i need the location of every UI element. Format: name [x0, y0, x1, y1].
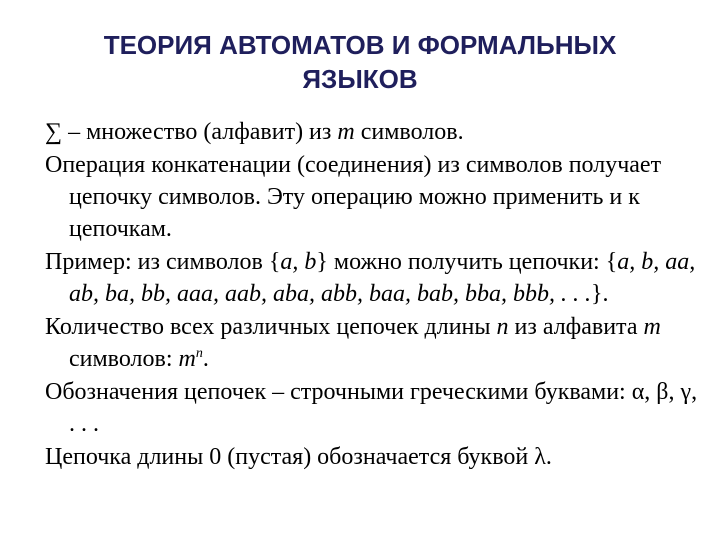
- paragraph-notation: [45, 376, 705, 440]
- paragraph-text: символов:: [69, 346, 179, 372]
- math-var-m: m: [643, 314, 661, 340]
- slide-title: [20, 28, 700, 96]
- paragraph-text: Количество всех различных цепочек длины: [45, 314, 497, 340]
- paragraph-text: Цепочка длины 0 (пустая) обозначается буквой: [45, 444, 535, 470]
- paragraph-text: Обозначения цепочек – строчными греческими буквами:: [45, 379, 632, 405]
- math-var-n: n: [496, 314, 509, 340]
- paragraph-text: Пример: из символов {: [45, 249, 281, 275]
- paragraph-text: – множество (алфавит) из: [62, 119, 338, 145]
- slide-title-line-2: ЯЗЫКОВ: [302, 64, 418, 94]
- paragraph-text: из алфавита: [508, 314, 644, 340]
- symbol-set: a, b: [280, 249, 317, 275]
- lambda-symbol: λ: [534, 444, 546, 470]
- greek-letters: α, β, γ, . . .: [69, 379, 698, 437]
- power-base: m: [178, 346, 196, 372]
- paragraph-text: } можно получить цепочки: {: [316, 249, 618, 275]
- power-exponent: n: [195, 346, 203, 361]
- paragraph-count: [45, 311, 705, 375]
- paragraph-text: .: [545, 444, 552, 470]
- string-set: a, b, aa, ab, ba, bb, aaa, aab, aba, abb, baa, bab, bba, bbb, . . .: [69, 249, 696, 307]
- paragraph-alphabet: [45, 116, 705, 148]
- paragraph-text: .: [202, 346, 209, 372]
- sigma-symbol: ∑: [45, 119, 63, 145]
- math-var-m: m: [337, 119, 355, 145]
- paragraph-text: }.: [591, 281, 609, 307]
- paragraph-example: [45, 246, 705, 310]
- paragraph-empty-string: [45, 441, 705, 473]
- slide-title-line-1: ТЕОРИЯ АВТОМАТОВ И ФОРМАЛЬНЫХ: [103, 30, 617, 60]
- paragraph-text: Операция конкатенации (соединения) из символов получает цепочку символов. Эту операцию можно применить и к цепочкам.: [45, 152, 662, 242]
- slide-body: [45, 116, 705, 474]
- paragraph-concatenation: [45, 149, 705, 245]
- paragraph-text: символов.: [354, 119, 464, 145]
